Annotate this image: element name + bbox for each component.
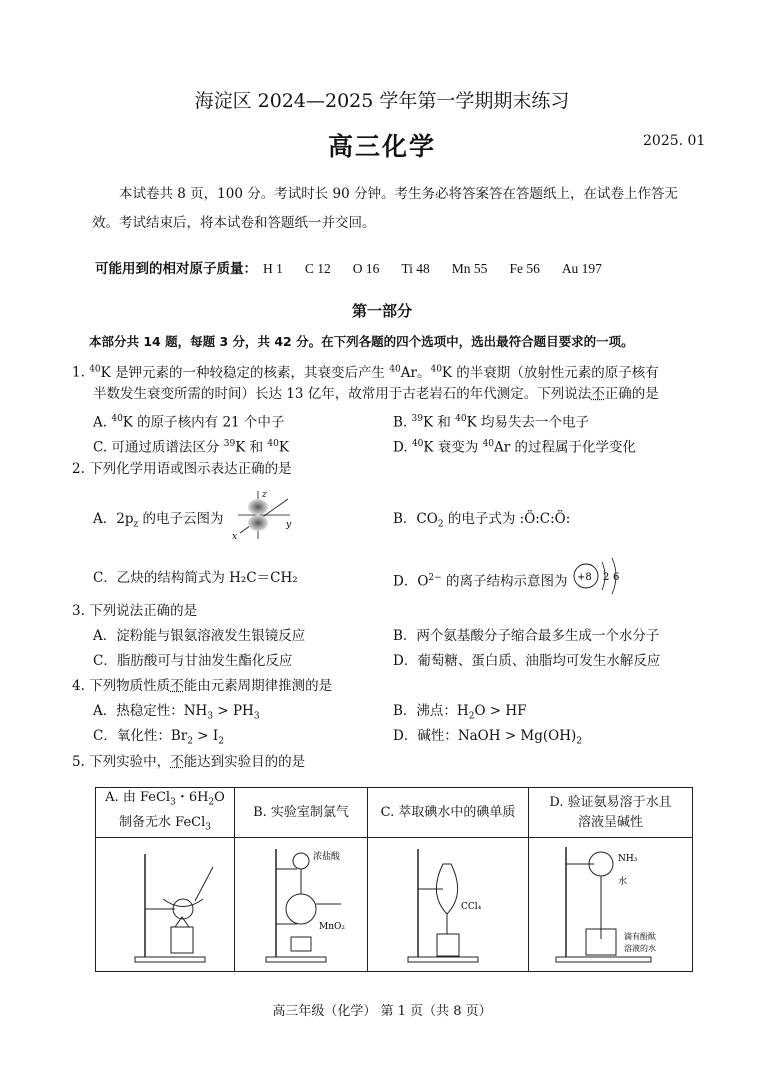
svg-text:y: y: [286, 520, 292, 530]
q4-option-c: C．氧化性：$Br_2 > I_2$: [93, 728, 224, 747]
apparatus-c: [368, 838, 529, 972]
q4-option-d: D．碱性：NaOH > $Mg(OH)_2$: [393, 728, 582, 747]
question-3: 3. 下列说法正确的是: [72, 603, 198, 619]
q1-option-a: A. $^{40}$K 的原子核内有 21 个中子: [93, 414, 285, 431]
part-title: 第一部分: [351, 302, 412, 320]
svg-text:6: 6: [613, 572, 620, 583]
mass-item: Ti 48: [401, 261, 430, 276]
atomic-masses: [95, 257, 602, 277]
question-5: 5. 下列实验中，不能达到实验目的的是: [72, 754, 306, 770]
svg-text:+8: +8: [577, 572, 592, 583]
svg-text:z: z: [262, 490, 267, 500]
label-water-solution: 溶液的水: [623, 943, 656, 953]
table-head-d: D. 验证氨易溶于水且 溶液呈碱性: [529, 788, 693, 838]
q2-option-c: C．乙炔的结构简式为 H₂C＝CH₂: [93, 570, 298, 586]
q2-option-b: B．$CO_2$ 的电子式为 :Ö:C:Ö:: [393, 511, 571, 530]
q2-option-a: A．$2p_z$ 的电子云图为: [93, 511, 224, 530]
part-instructions: 本部分共 14 题，每题 3 分，共 42 分。在下列各题的四个选项中，选出最符合题目要求的一项。: [89, 334, 634, 349]
label-mno2: MnO₂: [319, 921, 345, 932]
question-number: 1.: [72, 364, 85, 381]
svg-text:2: 2: [603, 572, 610, 583]
table-head-b: B. 实验室制氯气: [235, 788, 368, 838]
mass-item: H 1: [263, 261, 283, 276]
label-water: 水: [617, 876, 627, 887]
intro-paragraph: 本试卷共 8 页，100 分。考试时长 90 分钟。考生务必将答案答在答题纸上，在试卷上作答无效。考试结束后，将本试卷和答题纸一并交回。: [92, 186, 678, 231]
svg-text:x: x: [232, 532, 238, 542]
q1-option-d: D. $^{40}$K 衰变为 $^{40}$Ar 的过程属于化学变化: [393, 439, 637, 456]
question-1-stem-cont: 半数发生衰变所需的时间）长达 13 亿年，故常用于古老岩石的年代测定。下列说法不正确的是: [93, 386, 659, 402]
q4-option-a: A．热稳定性：$NH_3 > PH_3$: [93, 703, 260, 722]
question-1: 1. $^{40}$K 是钾元素的一种较稳定的核素，其衰变后产生 $^{40}$Ar。$^{40}$K 的半衰期（放射性元素的原子核有: [72, 364, 659, 381]
q3-option-b: B．两个氨基酸分子缩合最多生成一个水分子: [393, 628, 660, 644]
q1-option-b: B. $^{39}$K 和 $^{40}$K 均易失去一个电子: [393, 414, 589, 431]
label-ccl4: CCl₄: [461, 901, 482, 912]
question-2: 2. 下列化学用语或图示表达正确的是: [72, 461, 292, 477]
q1-option-c: C. 可通过质谱法区分 $^{39}$K 和 $^{40}$K: [93, 439, 289, 456]
exam-header: 海淀区 2024—2025 学年第一学期期末练习: [194, 90, 570, 112]
table-head-c: C. 萃取碘水中的碘单质: [368, 788, 529, 838]
separatory-funnel-icon: [383, 839, 513, 967]
page-footer: 高三年级（化学） 第 1 页（共 8 页）: [272, 1004, 492, 1019]
table-head-a: A. 由 FeCl$_3$・$6H_2O$ 制备无水 FeCl$_3$: [96, 788, 235, 838]
label-conc-hcl: 浓盐酸: [313, 851, 341, 862]
apparatus-d: [529, 838, 693, 972]
atomic-masses-label: 可能用到的相对原子质量：: [95, 261, 257, 277]
exam-date: 2025. 01: [643, 133, 706, 149]
q3-option-a: A．淀粉能与银氨溶液发生银镜反应: [93, 628, 306, 644]
chlorine-generator-icon: [241, 839, 361, 967]
mass-item: Fe 56: [509, 261, 540, 276]
q3-option-c: C．脂肪酸可与甘油发生酯化反应: [93, 653, 293, 669]
question-4: 4. 下列物质性质不能由元素周期律推测的是: [72, 678, 333, 694]
mass-item: O 16: [352, 261, 380, 276]
q3-option-d: D．葡萄糖、蛋白质、油脂均可发生水解反应: [393, 653, 661, 669]
mass-item: Au 197: [561, 261, 602, 276]
p-orbital-diagram: [230, 487, 300, 542]
q2-option-d: D．$O^{2-}$ 的离子结构示意图为: [393, 573, 568, 590]
q4-option-b: B．沸点：$H_2O$ > HF: [393, 703, 527, 722]
ion-structure-diagram: [570, 554, 630, 598]
evaporation-apparatus-icon: [105, 839, 225, 967]
fountain-apparatus-icon: [536, 839, 686, 967]
apparatus-a: [96, 838, 235, 972]
mass-item: C 12: [304, 261, 331, 276]
mass-item: Mn 55: [451, 261, 488, 276]
label-nh3: NH₃: [617, 853, 637, 864]
apparatus-b: [235, 838, 368, 972]
page-title: 高三化学: [327, 132, 436, 161]
experiment-table: [95, 787, 693, 972]
label-phenolphthalein: 滴有酚酞: [623, 931, 656, 941]
